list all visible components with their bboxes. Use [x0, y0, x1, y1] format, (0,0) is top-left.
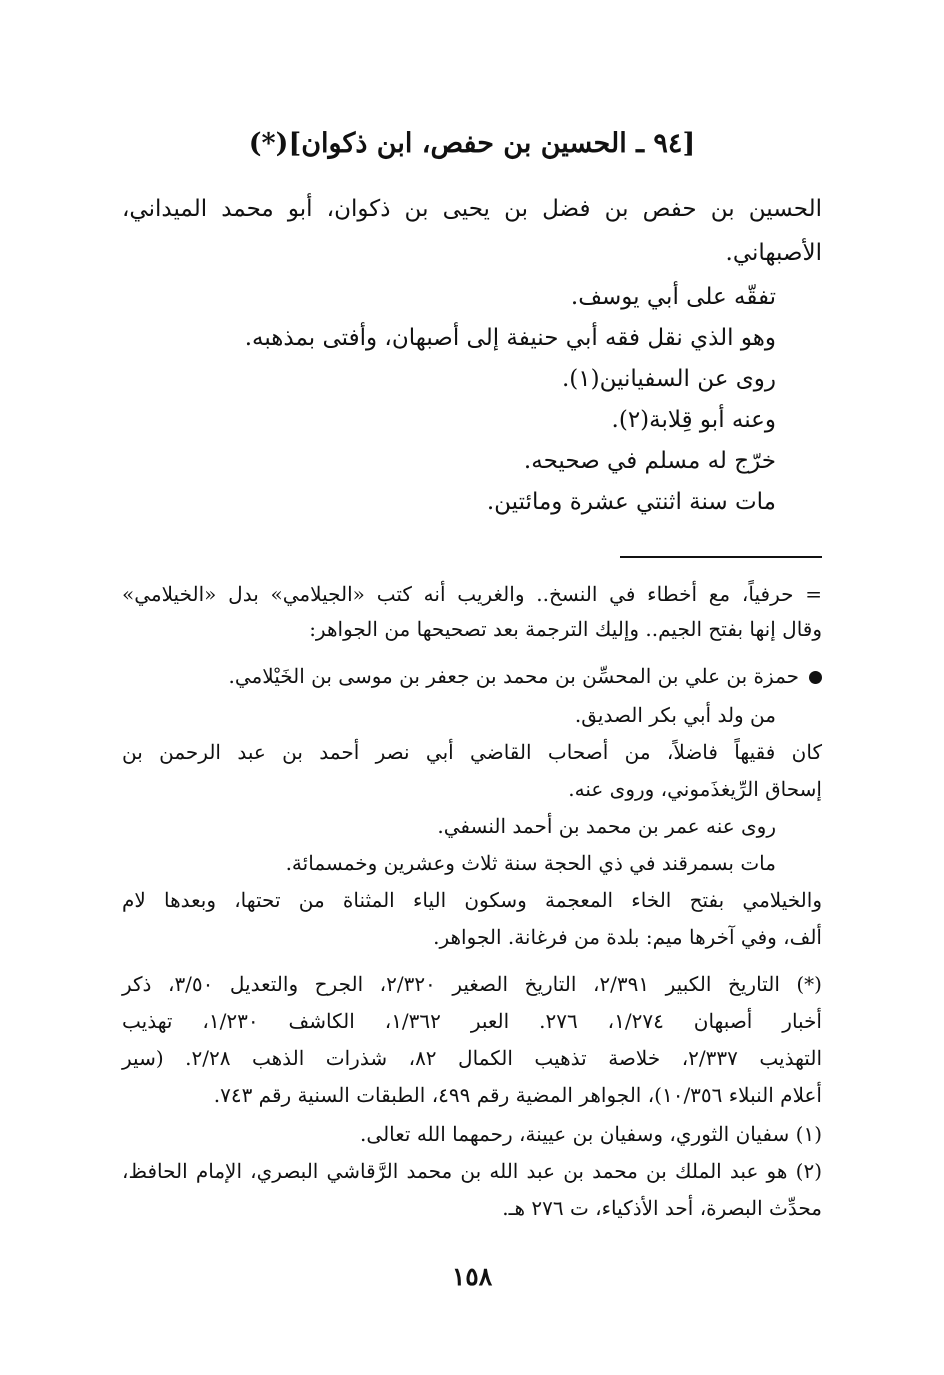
bullet-icon — [809, 671, 822, 684]
footnote-2-line-1: (٢) هو عبد الملك بن محمد بن عبد الله بن محمد الرَّقاشي البصري، الإمام الحافظ، — [122, 1159, 822, 1183]
main-line-8: مات سنة اثنتي عشرة ومائتين. — [486, 489, 776, 515]
footnote-2-line-2: محدِّث البصرة، أحد الأذكياء، ت ٢٧٦ هـ. — [502, 1196, 822, 1220]
page-number: ١٥٨ — [451, 1262, 493, 1291]
main-line-4: وهو الذي نقل فقه أبي حنيفة إلى أصبهان، وأفتى بمذهبه. — [244, 325, 776, 351]
footnote-separator — [620, 556, 822, 558]
main-line-1: الحسين بن حفص بن فضل بن يحيى بن ذكوان، أبو محمد الميداني، — [122, 196, 822, 222]
footnote-line-10: ألف، وفي آخرها ميم: بلدة من فرغانة. الجواهر. — [433, 925, 822, 949]
main-line-2: الأصبهاني. — [725, 240, 822, 266]
footnote-line-4: من ولد أبي بكر الصديق. — [574, 703, 776, 727]
footnote-line-5: كان فقيهاً فاضلاً، من أصحاب القاضي أبي نصر أحمد بن عبد الرحمن بن — [122, 740, 822, 764]
footnote-bullet-line — [229, 664, 822, 688]
footnote-line-2: وقال إنها بفتح الجيم.. وإليك الترجمة بعد تصحيحها من الجواهر: — [309, 617, 822, 641]
footnote-line-7: روى عنه عمر بن محمد بن أحمد النسفي. — [437, 814, 776, 838]
sources-line-4: أعلام النبلاء ١٠/٣٥٦)، الجواهر المضية رقم ٤٩٩، الطبقات السنية رقم ٧٤٣. — [213, 1083, 822, 1107]
main-line-5: روى عن السفيانين(١). — [561, 366, 776, 392]
main-line-3: تفقّه على أبي يوسف. — [570, 284, 776, 310]
footnote-line-8: مات بسمرقند في ذي الحجة سنة ثلاث وعشرين وخمسمائة. — [285, 851, 776, 875]
main-line-6: وعنه أبو قِلابة(٢). — [611, 407, 776, 433]
sources-line-2: أخبار أصبهان ١/٢٧٤، ٢٧٦. العبر ١/٣٦٢، الكاشف ١/٢٣٠، تهذيب — [122, 1009, 822, 1033]
footnote-line-9: والخيلامي بفتح الخاء المعجمة وسكون الياء المثناة من تحتها، وبعدها لام — [122, 888, 822, 912]
footnote-1: (١) سفيان الثوري، وسفيان بن عيينة، رحمهما الله تعالى. — [360, 1122, 822, 1146]
sources-line-3: التهذيب ٢/٣٣٧، خلاصة تذهيب الكمال ٨٢، شذرات الذهب ٢/٢٨. (سير — [122, 1046, 822, 1070]
footnote-line-1: = حرفياً، مع أخطاء في النسخ.. والغريب أنه كتب «الجيلامي» بدل «الخيلامي» — [122, 582, 822, 606]
main-line-7: خرّج له مسلم في صحيحه. — [523, 448, 776, 474]
sources-line-1: (*) التاريخ الكبير ٢/٣٩١، التاريخ الصغير ٢/٣٢٠، الجرح والتعديل ٣/٥٠، ذكر — [122, 972, 822, 996]
entry-title: [٩٤ ـ الحسين بن حفص، ابن ذكوان](*) — [248, 128, 696, 159]
footnote-line-6: إسحاق الرِّيغذَموني، وروى عنه. — [568, 777, 822, 801]
footnote-line-3: حمزة بن علي بن المحسِّن بن محمد بن جعفر بن موسى بن الخَيْلامي. — [228, 664, 799, 688]
